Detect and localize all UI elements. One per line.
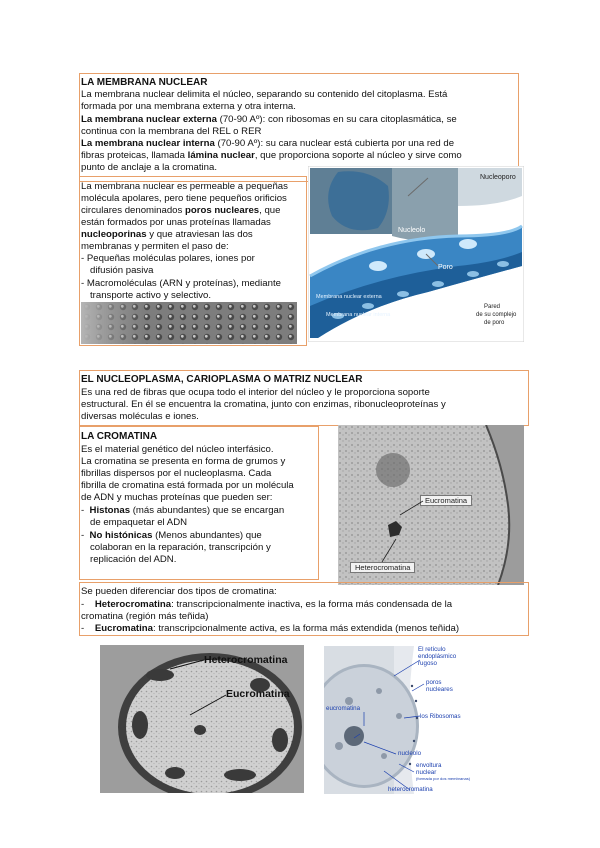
poros-nucleares-bold: poros nucleares	[185, 205, 260, 216]
eucromatina-bold: Eucromatina	[94, 623, 153, 634]
label-reticulo-3: rugoso	[418, 660, 437, 667]
bullet-macromolecules-2: transporte activo y selectivo.	[90, 290, 212, 301]
bullet-dash-1: -	[81, 505, 90, 516]
label-pared-2: de su complejo	[476, 312, 517, 318]
types-eu	[81, 623, 459, 635]
label-eucromatina-1: Eucromatina	[420, 495, 472, 506]
label-reticulo-1: El retículo	[418, 646, 446, 653]
chromatin-line-2: La cromatina se presenta en forma de grumos y	[81, 456, 286, 467]
chromatin-line-1: Es el material genético del núcleo interfásico.	[81, 444, 274, 455]
types-dash-1: -	[81, 599, 95, 610]
chromatin-micrograph	[338, 425, 524, 585]
bullet-no-histonicas-3: replicación del ADN.	[90, 554, 177, 565]
bullet-no-histonicas-2: colaboran en la reparación, transcripción y	[90, 542, 271, 553]
histonas-rest: (más abundantes) que se encargan	[130, 505, 285, 516]
membrane-title: LA MEMBRANA NUCLEAR	[81, 77, 208, 88]
label-reticulo-2: endoplásmico	[418, 653, 457, 660]
nucleoplasm-line-1: Es una red de fibras que ocupa todo el interior del núcleo y le proporciona soporte	[81, 387, 430, 398]
label-envoltura-3: (formada por dos membranas)	[416, 776, 471, 781]
label-ribosomas: los Ribosomas	[420, 713, 461, 720]
membrane-internal	[81, 138, 454, 150]
label-heterocromatina-1: Heterocromatina	[350, 562, 415, 573]
nucleus-diagram	[324, 646, 520, 794]
membrane-line-1: La membrana nuclear delimita el núcleo, separando su contenido del citoplasma. Está	[81, 89, 448, 100]
membrane-internal-rest: (70-90 Aº): su cara nuclear está cubierta por una red de	[214, 138, 455, 149]
bullet-small-molecules: - Pequeñas moléculas polares, iones por	[81, 253, 255, 264]
pores-line-4: están formados por unas proteínas llamadas	[81, 217, 271, 228]
membrane-external-line-2: continua con la membrana del REL o RER	[81, 126, 262, 137]
label-membrana-interna: Membrana nuclear interna	[326, 312, 391, 318]
label-eucromatina-2: Eucromatina	[226, 688, 290, 700]
label-poros-2: nucleares	[426, 686, 453, 693]
label-membrana-externa: Membrana nuclear externa	[316, 294, 382, 300]
label-pared-1: Pared	[484, 304, 501, 310]
label-heterocromatina-3: heterocromatina	[388, 786, 433, 793]
chromatin-line-4: fibrilla de cromatina está formada por un molécula	[81, 480, 294, 491]
label-envoltura-1: envoltura	[416, 762, 442, 769]
chromatin-line-3: fibrillas dispersos por el nucleoplasma. Cada	[81, 468, 272, 479]
membrane-internal-bold: La membrana nuclear interna	[81, 138, 215, 149]
types-hetero	[81, 599, 452, 611]
nucleoporinas-bold: nucleoporinas	[81, 229, 147, 240]
nuclear-pore-diagram	[308, 166, 524, 342]
membrane-line-2: formada por una membrana externa y otra interna.	[81, 101, 296, 112]
chromatin-line-5: de ADN y muchas proteínas que pueden ser:	[81, 492, 273, 503]
pores-post: , que	[259, 205, 281, 216]
bullet-histonas-2: de empaquetar el ADN	[90, 517, 188, 528]
label-nucleolo: Nucleolo	[398, 227, 426, 234]
nucleoplasm-title: EL NUCLEOPLASMA, CARIOPLASMA O MATRIZ NUCLEAR	[81, 374, 363, 385]
label-nucleoporo: Nucleoporo	[480, 174, 516, 181]
label-pared-3: de poro	[484, 320, 505, 326]
types-hetero-2: cromatina (región más teñida)	[81, 611, 209, 622]
membrane-internal-line-2	[81, 150, 462, 162]
membrane-external-bold: La membrana nuclear externa	[81, 114, 217, 125]
membrane-external-rest: (70-90 Aº): con ribosomas en su cara citoplasmática, se	[216, 114, 457, 125]
pores-line-3	[81, 205, 280, 217]
bullet-small-molecules-2: difusión pasiva	[90, 265, 154, 276]
pores-micrograph	[81, 302, 297, 344]
nucleoplasm-line-2: estructural. En él se encuentra la cromatina, junto con enzimas, ribonucleoproteínas y	[81, 399, 446, 410]
label-envoltura-2: nuclear	[416, 769, 437, 776]
label-eucromatina-3: eucromatina	[326, 705, 361, 712]
types-dash-2: -	[81, 623, 95, 634]
pores-pre: circulares denominados	[81, 205, 185, 216]
bullet-macromolecules: - Macromoléculas (ARN y proteínas), mediante	[81, 278, 281, 289]
pores-line-5-rest: y que atraviesan las dos	[146, 229, 253, 240]
label-nucleolo: nucleolo	[398, 750, 422, 757]
types-intro: Se pueden diferenciar dos tipos de cromatina:	[81, 586, 277, 597]
lamina-pre: fibras proteicas, llamada	[81, 150, 188, 161]
lamina-nuclear-bold: lámina nuclear	[187, 150, 255, 161]
bullet-no-histonicas	[81, 530, 262, 542]
no-histonicas-rest: (Menos abundantes) que	[152, 530, 262, 541]
lamina-post: , que proporciona soporte al núcleo y sirve como	[254, 150, 462, 161]
nucleoplasm-line-3: diversas moléculas e iones.	[81, 411, 199, 422]
pores-line-5	[81, 229, 253, 241]
bullet-histonas	[81, 505, 284, 517]
bullet-dash-2: -	[81, 530, 90, 541]
pores-line-1: La membrana nuclear es permeable a pequeñas	[81, 181, 288, 192]
pores-line-6: membranas y permiten el paso de:	[81, 241, 229, 252]
label-poro: Poro	[438, 264, 453, 271]
eu-rest: : transcripcionalmente activa, es la forma más extendida (menos teñida)	[152, 623, 460, 634]
label-heterocromatina-2: Heterocromatina	[204, 654, 288, 666]
label-poros-1: poros	[426, 679, 442, 686]
heterocromatina-bold: Heterocromatina	[94, 599, 172, 610]
no-histonicas-bold: No histónicas	[89, 530, 153, 541]
chromatin-title: LA CROMATINA	[81, 431, 158, 442]
membrane-external	[81, 114, 457, 126]
membrane-internal-line-3: punto de anclaje a la cromatina.	[81, 162, 217, 173]
histonas-bold: Histonas	[89, 505, 131, 516]
pores-line-2: molécula apolares, pero tiene pequeños orificios	[81, 193, 287, 204]
nucleus-micrograph	[100, 645, 304, 793]
hetero-rest: : transcripcionalmente inactiva, es la forma más condensada de la	[171, 599, 453, 610]
